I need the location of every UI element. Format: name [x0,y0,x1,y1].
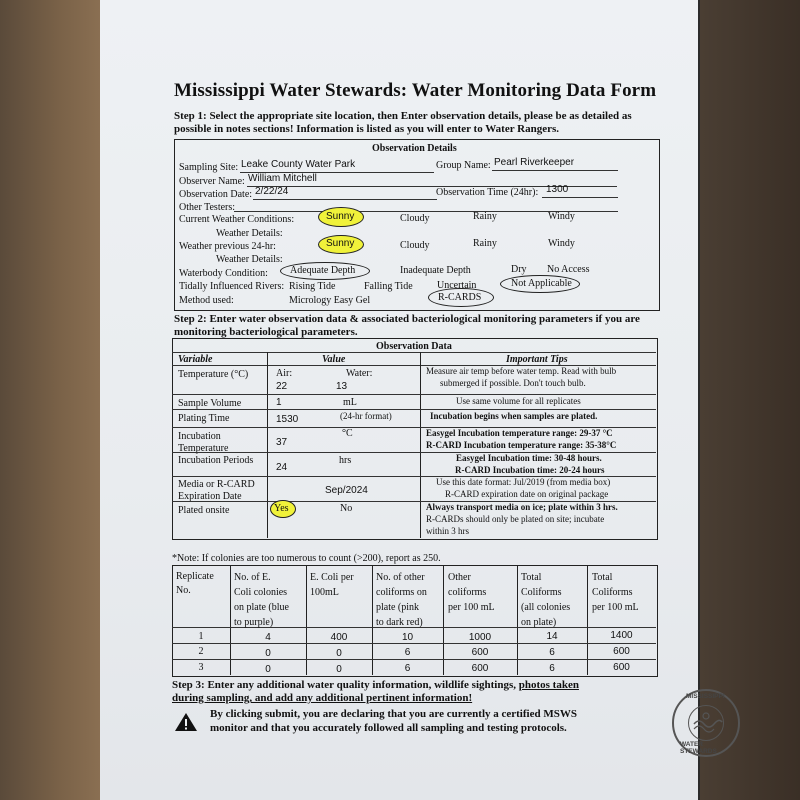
warning-icon [174,712,198,732]
prev-weather-details-label: Weather Details: [216,254,283,265]
incubation-temp-label-1: Incubation [178,431,221,442]
table-row-2-other-100ml[interactable]: 600 [471,647,489,658]
method-option-rcards[interactable]: R-CARDS [438,292,482,303]
media-label-1: Media or R-CARD [178,479,255,490]
incubation-temp-tip-1: Easygel Incubation temperature range: 29-37 °C [426,428,613,438]
table-row-3-ecoli-100ml[interactable]: 0 [336,664,342,675]
header-total-coliforms-plate: Total Coliforms (all colonies on plate) [521,572,571,628]
weather-prev-label: Weather previous 24-hr: [179,241,276,252]
table-row-2-replicate: 2 [198,646,204,657]
col-variable-header: Variable [178,354,213,365]
header-replicate: Replicate No. [176,571,214,596]
observer-name-value[interactable]: William Mitchell [248,173,317,184]
air-value[interactable]: 22 [276,381,288,392]
table-row-1-ecoli-100ml[interactable]: 400 [330,632,348,643]
water-value[interactable]: 13 [336,381,348,392]
incubation-period-value[interactable]: 24 [276,462,288,473]
header-total-coliforms-100ml: Total Coliforms per 100 mL [592,572,639,613]
table-row-2-total-colonies[interactable]: 6 [549,647,555,658]
disclaimer-line2: monitor and that you accurately followed all sampling and testing protocols. [210,722,567,734]
step2-line1: Step 2: Enter water observation data & associated bacteriological monitoring parameters if you are [174,313,640,325]
tidal-option-falling[interactable]: Falling Tide [364,281,413,292]
incubation-period-tip-1: Easygel Incubation time: 30-48 hours. [456,453,602,463]
observation-time-value[interactable]: 1300 [546,184,569,195]
tidal-option-not-applicable[interactable]: Not Applicable [511,278,572,289]
incubation-temp-value[interactable]: 37 [276,437,288,448]
table-row-1-replicate: 1 [198,631,204,642]
plated-onsite-label: Plated onsite [178,505,230,516]
step1-line2: possible in notes sections! Information is listed as you will enter to Water Rangers. [174,123,560,135]
observation-time-label: Observation Time (24hr): [436,187,539,198]
current-weather-details-label: Weather Details: [216,228,283,239]
table-row-3-total-colonies[interactable]: 6 [549,663,555,674]
header-ecoli-colonies: No. of E. Coli colonies on plate (blue to purple) [234,572,289,628]
colonies-note: *Note: If colonies are too numerous to count (>200), report as 250. [172,553,441,564]
temperature-label: Temperature (°C) [178,369,249,380]
seal-top-text: MISSISSIPPI [686,693,725,700]
media-label-2: Expiration Date [178,491,242,502]
header-other-coliforms-100ml: Other coliforms per 100 mL [448,572,495,613]
observation-date-value[interactable]: 2/22/24 [255,186,289,197]
table-row-3-total-100ml[interactable]: 600 [613,662,630,673]
seal-wave-icon [688,705,724,741]
plated-no-option[interactable]: No [340,503,353,514]
method-option-micrology[interactable]: Micrology Easy Gel [289,295,371,306]
plated-yes-option[interactable]: Yes [274,503,289,514]
table-row-1-ecoli-colonies[interactable]: 4 [265,632,271,643]
table-row-1-total-colonies[interactable]: 14 [546,631,558,642]
weather-option-sunny[interactable]: Sunny [326,211,355,222]
air-label: Air: [276,368,293,379]
observer-name-label: Observer Name: [179,176,245,187]
prev-weather-option-rainy[interactable]: Rainy [473,238,497,249]
background-right [700,0,800,800]
table-row-2-ecoli-100ml[interactable]: 0 [336,648,342,659]
prev-weather-option-windy[interactable]: Windy [548,238,575,249]
group-name-label: Group Name: [436,160,491,171]
waterbody-option-inadequate[interactable]: Inadequate Depth [400,265,471,276]
prev-weather-option-sunny[interactable]: Sunny [326,238,355,249]
media-expiration-value[interactable]: Sep/2024 [325,485,368,496]
paper-form [100,0,725,800]
table-row-1-other-100ml[interactable]: 1000 [468,632,492,643]
sample-volume-tip: Use same volume for all replicates [456,396,581,406]
table-row-3-replicate: 3 [198,662,204,673]
table-row-3-other-colonies[interactable]: 6 [404,663,411,674]
temp-tip-2: submerged if possible. Don't touch bulb. [440,378,586,388]
photos-taken-link[interactable]: photos taken [518,679,579,691]
observation-data-heading: Observation Data [376,341,452,352]
col-tips-header: Important Tips [506,354,568,365]
observation-details-heading: Observation Details [372,143,457,154]
header-other-coliforms-plate: No. of other coliforms on plate (pink to dark red) [376,572,427,628]
prev-weather-option-cloudy[interactable]: Cloudy [400,240,430,251]
tidal-label: Tidally Influenced Rivers: [179,281,285,292]
weather-option-rainy[interactable]: Rainy [473,211,497,222]
observation-date-label: Observation Date: [179,189,253,200]
plating-time-value[interactable]: 1530 [276,414,299,425]
table-row-3-ecoli-colonies[interactable]: 0 [265,664,271,675]
table-row-1-other-colonies[interactable]: 10 [401,632,414,643]
waterbody-option-dry[interactable]: Dry [511,264,527,275]
table-row-3-other-100ml[interactable]: 600 [471,663,489,674]
method-label: Method used: [179,295,234,306]
table-row-2-other-colonies[interactable]: 6 [404,647,411,658]
temp-tip-1: Measure air temp before water temp. Read with bulb [426,366,617,376]
incubation-temp-tip-2: R-CARD Incubation temperature range: 35-38°C [426,440,617,450]
media-tip-2: R-CARD expiration date on original package [445,489,609,499]
sample-volume-value[interactable]: 1 [276,397,282,408]
current-weather-label: Current Weather Conditions: [179,214,295,225]
group-name-value[interactable]: Pearl Riverkeeper [494,157,575,168]
plated-tip-3: within 3 hrs [426,526,470,536]
incubation-period-label: Incubation Periods [178,455,254,466]
incubation-temp-label-2: Temperature [178,443,229,454]
sample-volume-unit: mL [343,397,357,408]
mississippi-water-stewards-seal [672,689,740,757]
waterbody-label: Waterbody Condition: [179,268,268,279]
step3-line2: during sampling, and add any additional pertinent information! [172,692,473,704]
seal-bottom-text: WATER STEWARDS [680,741,717,755]
form-title: Mississippi Water Stewards: Water Monitoring Data Form [174,80,657,101]
sampling-site-value[interactable]: Leake County Water Park [241,159,356,170]
plated-tip-1: Always transport media on ice; plate within 3 hrs. [426,502,618,512]
step1-line1: Step 1: Select the appropriate site location, then Enter observation details, please be as detailed as [174,110,632,122]
weather-option-windy[interactable]: Windy [548,211,575,222]
waterbody-option-no-access[interactable]: No Access [547,264,590,275]
plating-time-unit: (24-hr format) [340,411,392,421]
background-left [0,0,100,800]
table-row-2-ecoli-colonies[interactable]: 0 [265,648,271,659]
disclaimer-line1: By clicking submit, you are declaring that you are currently a certified MSWS [210,708,577,720]
incubation-temp-unit: °C [342,428,353,439]
other-testers-label: Other Testers: [179,202,236,213]
waterbody-option-adequate[interactable]: Adequate Depth [290,265,356,276]
weather-option-cloudy[interactable]: Cloudy [400,213,430,224]
incubation-period-tip-2: R-CARD Incubation time: 20-24 hours [455,465,605,475]
step3-line1: Step 3: Enter any additional water quality information, wildlife sightings, photos taken [172,679,579,691]
plating-time-tip: Incubation begins when samples are plated. [430,411,598,421]
water-label: Water: [346,368,373,379]
incubation-period-unit: hrs [339,455,352,466]
header-ecoli-per-100ml: E. Coli per 100mL [310,572,354,598]
table-row-1-total-100ml[interactable]: 1400 [610,630,633,641]
sampling-site-label: Sampling Site: [179,162,239,173]
step2-line2: monitoring bacteriological parameters. [174,326,358,338]
sample-volume-label: Sample Volume [178,398,242,409]
tidal-option-uncertain[interactable]: Uncertain [437,280,477,291]
table-row-2-total-100ml[interactable]: 600 [613,646,630,657]
plated-tip-2: R-CARDs should only be plated on site; incubate [426,514,605,524]
plating-time-label: Plating Time [178,413,230,424]
tidal-option-rising[interactable]: Rising Tide [289,281,336,292]
col-value-header: Value [322,354,346,365]
media-tip-1: Use this date format: Jul/2019 (from media box) [436,477,611,487]
